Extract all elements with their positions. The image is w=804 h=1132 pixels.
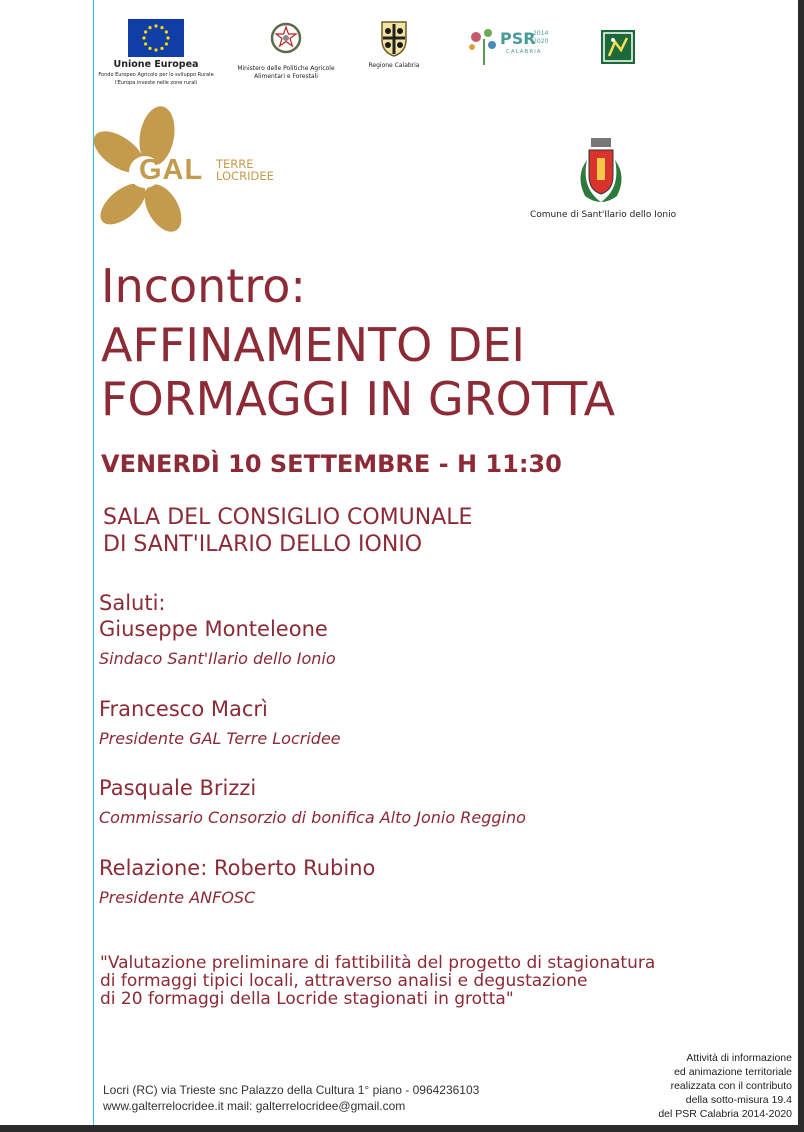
ministry-emblem — [270, 19, 302, 57]
abstract-line-3: di 20 formaggi della Locride stagionati in grotta" — [100, 989, 514, 1009]
speaker-4-role: Presidente ANFOSC — [99, 888, 256, 907]
title-line-2: AFFINAMENTO DEI — [101, 318, 525, 372]
eu-logo — [128, 19, 184, 57]
comune-caption: Comune di Sant'Ilario dello Ionio — [530, 210, 677, 220]
gal-logo — [93, 104, 293, 238]
event-date-time: VENERDÌ 10 SETTEMBRE - H 11:30 — [101, 450, 562, 478]
speaker-1-name: Giuseppe Monteleone — [99, 617, 328, 641]
calabria-shield-icon — [378, 18, 410, 58]
footer-web: www.galterrelocridee.it mail: galterrelocridee@gmail.com — [103, 1099, 406, 1113]
leader-logo-icon — [601, 30, 635, 64]
funding-note-line-4: della sotto-misura 19.4 — [685, 1094, 792, 1106]
footer-address: Locri (RC) via Trieste snc Palazzo della Cultura 1° piano - 0964236103 — [103, 1083, 480, 1097]
region-shield — [378, 18, 410, 58]
gal-name: GAL — [139, 154, 204, 186]
gal-line-1: TERRE — [216, 157, 254, 171]
ministry-caption-1: Ministero delle Politiche Agricole — [237, 65, 335, 72]
title-line-1: Incontro: — [101, 259, 306, 313]
eu-title: Unione Europea — [113, 59, 199, 70]
talk-abstract — [100, 954, 655, 1008]
psr-logo — [466, 27, 556, 67]
psr-tree-icon — [466, 27, 500, 67]
eu-caption-1: Fondo Europeo Agricolo per lo sviluppo Rurale — [98, 72, 214, 78]
speaker-4-name: Relazione: Roberto Rubino — [99, 856, 376, 880]
ministry-caption-2: Alimentari e Forestali — [254, 73, 318, 80]
psr-sub: CALABRIA — [506, 49, 542, 55]
comune-crest — [571, 136, 631, 208]
region-caption: Regione Calabria — [368, 62, 420, 69]
speaker-3-name: Pasquale Brizzi — [99, 776, 257, 800]
speaker-3-role: Commissario Consorzio di bonifica Alto Jonio Reggino — [99, 808, 526, 827]
psr-years: 2014 2020 — [533, 30, 549, 45]
abstract-line-1: "Valutazione preliminare di fattibilità del progetto di stagionatura — [100, 953, 656, 973]
italian-emblem-icon — [270, 19, 302, 57]
comune-crest-icon — [571, 136, 631, 208]
venue-line-2: DI SANT'ILARIO DELLO IONIO — [103, 532, 423, 557]
venue-line-1: SALA DEL CONSIGLIO COMUNALE — [103, 505, 473, 530]
funding-note-line-2: ed animazione territoriale — [674, 1066, 792, 1078]
eu-caption-2: l'Europa investe nelle zone rurali — [114, 80, 198, 86]
speaker-1-role: Sindaco Sant'Ilario dello Ionio — [99, 649, 336, 668]
speaker-2-role: Presidente GAL Terre Locridee — [99, 729, 341, 748]
funding-note-line-3: realizzata con il contributo — [670, 1080, 792, 1092]
abstract-line-2: di formaggi tipici locali, attraverso analisi e degustazione — [100, 971, 588, 991]
funding-note-line-5: del PSR Calabria 2014-2020 — [658, 1108, 792, 1120]
speaker-2-name: Francesco Macrì — [99, 697, 268, 721]
psr-label: PSR — [500, 29, 536, 48]
leader-logo — [601, 30, 635, 64]
title-line-3: FORMAGGI IN GROTTA — [101, 372, 616, 426]
greetings-heading: Saluti: — [99, 591, 166, 615]
eu-flag-icon — [128, 19, 184, 57]
funding-note — [632, 1051, 792, 1121]
gal-line-2: LOCRIDEE — [216, 169, 274, 183]
funding-note-line-1: Attività di informazione — [686, 1052, 792, 1064]
